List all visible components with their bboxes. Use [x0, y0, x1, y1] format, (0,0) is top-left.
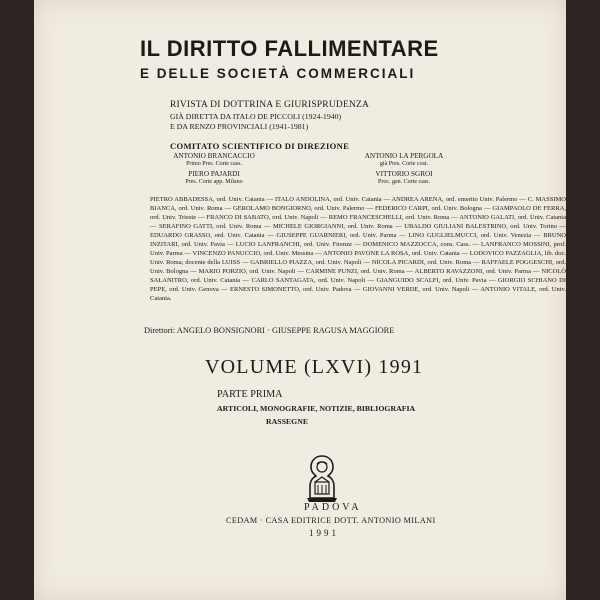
part-title: PARTE PRIMA	[217, 389, 283, 400]
member-role: Primo Pres. Corte cass.	[186, 161, 242, 167]
contributors-list: PIETRO ABBADESSA, ord. Univ. Catania — ITALO ANDOLINA, ord. Univ. Catania — ANDREA ARENA, ord. emerito Univ. Palermo — C. MASSIMO BIANCA, ord. Univ. Roma — GEROLAMO BONGIORNO, ord. Univ. Palermo — FEDERICO CARPI, ord. Univ. Bologna — GIAMPAOLO DE FERRA, ord. Univ. Trieste — FRANCO DI SABATO, ord. Univ. Napoli — REMO FRANCESCHELLI, ord. Univ. Roma — ANTONIO GALATI, ord. Univ. Catania — SERAFINO GATTI, ord. Univ. Roma — MICHELE GIORGIANNI, ord. Univ. Roma — UBALDO GIULIANI BALESTRINO, ord. Univ. Torino — EDUARDO GRASSO, ord. Univ. Catania — GIUSEPPE GUARNIERI, ord. Univ. Parma — LINO GUGLIELMUCCI, ord. Univ. Venezia — BRUNO INZITARI, ord. Univ. Pavia — LUCIO LANFRANCHI, ord. Univ. Firenze — DOMENICO MAZZOCCA, cons. Cass. — LANFRANCO MOSSINI, prof. Univ. Parma — VINCENZO PANUCCIO, ord. Univ. Messina — ANTONIO PAVONE LA ROSA, ord. Univ. Catania — LODOVICO PAZZAGLIA, lib. doc. Univ. Roma; docente della LUISS — GABRIELLO PIAZZA, ord. Univ. Napoli — NICOLA PICARDI, ord. Univ. Roma — RAFFAELE POGGESCHI, ord. Univ. Bologna — MARIO PORZIO, ord. Univ. Napoli — CARMINE PUNZI, ord. Univ. Roma — ALBERTO RAVAZZONI, ord. Univ. Parma — NICOLÒ SALANITRO, ord. Univ. Catania — CARLO SANTAGATA, ord. Univ. Napoli — GIANGUIDO SCALFI, ord. Univ. Pavia — GIORGIO SCHIANO DI PEPE, ord. Univ. Genova — ERNESTO SIMONETTO, ord. Univ. Padova — GIOVANNI VERDE, ord. Univ. Napoli — ANTONIO VITALE, ord. Univ. Catania.	[150, 196, 566, 302]
former-director-1: GIÀ DIRETTA DA ITALO DE PICCOLI (1924-1940)	[170, 112, 342, 121]
member-role: Pres. Corte app. Milano	[185, 179, 243, 185]
committee-member	[334, 170, 474, 186]
journal-description: RIVISTA DI DOTTRINA E GIURISPRUDENZA	[170, 100, 370, 110]
imprint-publisher: CEDAM · CASA EDITRICE DOTT. ANTONIO MILANI	[226, 516, 436, 525]
part-contents: ARTICOLI, MONOGRAFIE, NOTIZIE, BIBLIOGRAFIA	[217, 404, 416, 413]
member-role: già Pres. Corte cost.	[379, 161, 429, 167]
journal-title: IL DIRITTO FALLIMENTARE	[140, 36, 439, 61]
committee-member	[334, 152, 474, 168]
member-role: Proc. gen. Corte cass.	[378, 179, 430, 185]
imprint-city: PADOVA	[304, 502, 362, 513]
member-name: ANTONIO LA PERGOLA	[364, 152, 444, 160]
committee-heading: COMITATO SCIENTIFICO DI DIREZIONE	[170, 141, 350, 151]
committee-member	[144, 170, 284, 186]
volume-heading: VOLUME (LXVI) 1991	[205, 356, 424, 378]
former-director-2: E DA RENZO PROVINCIALI (1941-1981)	[170, 122, 309, 131]
member-name: ANTONIO BRANCACCIO	[173, 152, 255, 160]
directors-line: Direttori: ANGELO BONSIGNORI · GIUSEPPE RAGUSA MAGGIORE	[144, 326, 395, 335]
publisher-emblem-icon	[301, 452, 343, 504]
imprint-year: 1991	[309, 528, 339, 538]
title-page	[34, 0, 566, 600]
part-contents-2: RASSEGNE	[266, 417, 309, 426]
member-name: VITTORIO SGROI	[375, 170, 433, 178]
journal-subtitle: E DELLE SOCIETÀ COMMERCIALI	[140, 66, 416, 81]
committee-member	[144, 152, 284, 168]
member-name: PIERO PAJARDI	[188, 170, 240, 178]
